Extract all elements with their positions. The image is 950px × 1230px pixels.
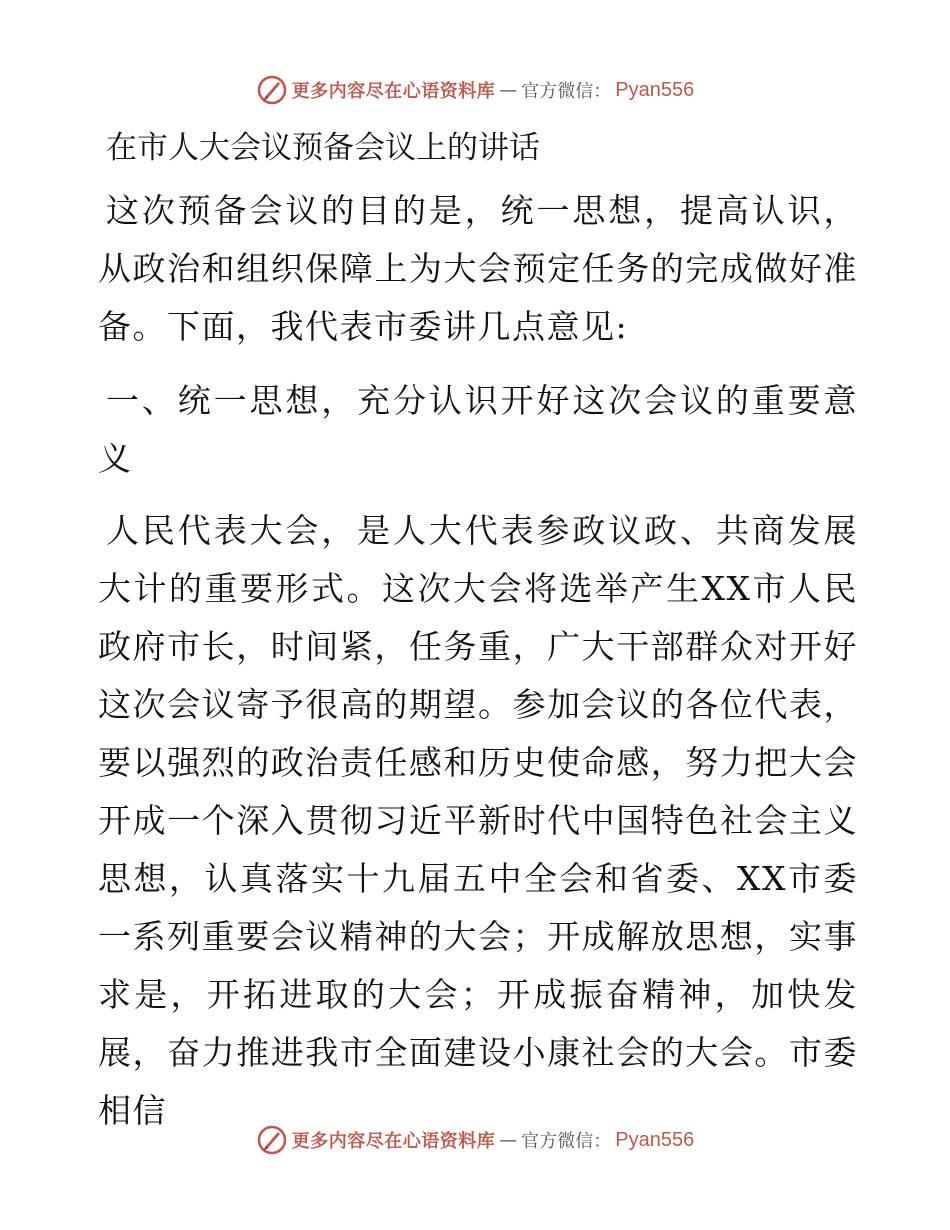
watermark-account: Pyan556 <box>615 1128 695 1151</box>
paragraph-significance: 人民代表大会，是人大代表参政议政、共商发展大计的重要形式。这次大会将选举产生XX市人民政府市长，时间紧，任务重，广大干部群众对开好这次会议寄予很高的期望。参加会议的各位代表，要以强烈的政治责任感和历史使命感，努力把大会开成一个深入贯彻习近平新时代中国特色社会主义思想，认真落实十九届五中全会和省委、XX市委一系列重要会议精神的大会；开成解放思想，实事求是，开拓进取的大会；开成振奋精神，加快发展，奋力推进我市全面建设小康社会的大会。市委相信 <box>98 511 858 1130</box>
document-title: 在市人大会议预备会议上的讲话 <box>106 130 540 166</box>
watermark-suffix: 官方微信： <box>521 1131 612 1152</box>
watermark-main-text: 更多内容尽在心语资料库 <box>291 81 496 102</box>
section-heading-1: 一、统一思想，充分认识开好这次会议的重要意义 <box>98 381 858 478</box>
watermark-separator: — <box>499 1129 518 1151</box>
quill-circle-logo-icon <box>256 74 288 106</box>
quill-circle-logo-icon <box>256 1124 288 1156</box>
watermark-separator: — <box>499 79 518 101</box>
document-body <box>98 120 858 1156</box>
watermark-suffix: 官方微信： <box>521 81 612 102</box>
paragraph-purpose: 这次预备会议的目的是，统一思想，提高认识，从政治和组织保障上为大会预定任务的完成做好准备。下面，我代表市委讲几点意见: <box>98 191 858 346</box>
watermark-account: Pyan556 <box>615 78 695 101</box>
footer-watermark <box>0 1124 950 1156</box>
header-watermark <box>0 74 950 106</box>
watermark-main-text: 更多内容尽在心语资料库 <box>291 1131 496 1152</box>
